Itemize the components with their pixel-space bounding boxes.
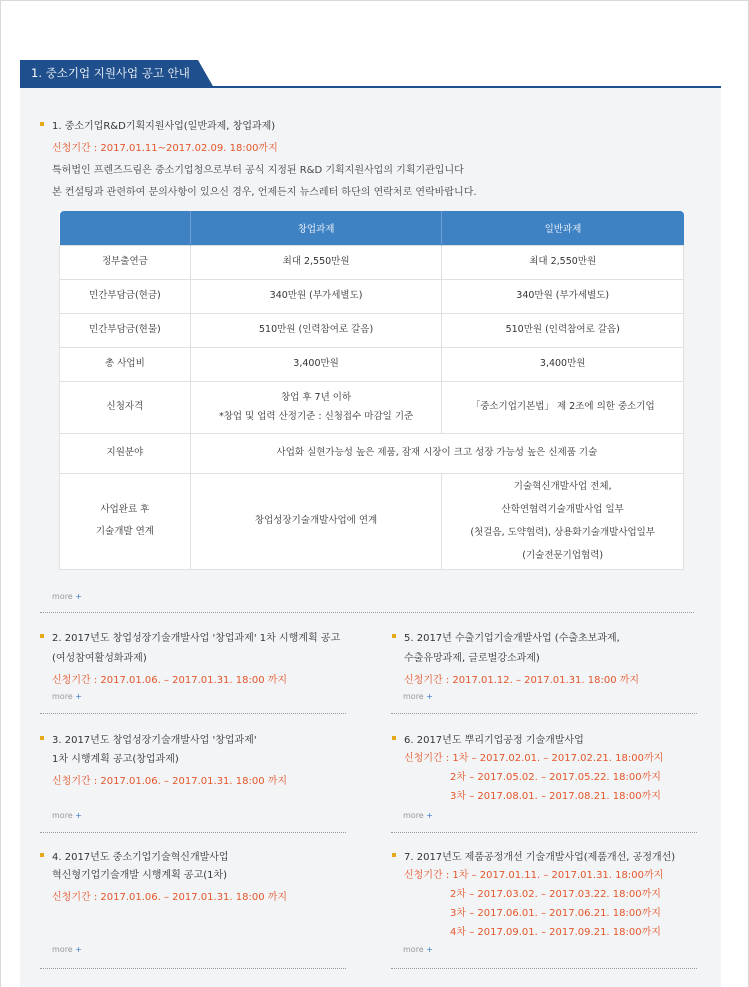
more-link[interactable]: more + [52, 592, 82, 601]
qualification-line-2: *창업 및 업력 산정기준 : 신청접수 마감일 기준 [218, 411, 414, 422]
bullet-icon [392, 634, 396, 638]
item-5-title[interactable]: 5. 2017년 수출기업기술개발사업 (수출초보과제, [404, 633, 620, 644]
link-label-1: 사업완료 후 [100, 504, 150, 515]
table-row [60, 381, 684, 433]
table-header-cell: 창업과제 [190, 211, 442, 245]
table-cell: 3,400만원 [190, 347, 442, 381]
divider [40, 713, 346, 714]
table-header-row [60, 211, 684, 245]
row-label: 지원분야 [60, 433, 191, 473]
plus-icon: + [75, 592, 82, 601]
table-cell: 510만원 (인력참여로 갈음) [190, 313, 442, 347]
schedule-line: 4차 – 2017.09.01. – 2017.09.21. 18:00까지 [450, 927, 661, 938]
item-6-schedule [404, 749, 663, 806]
more-link[interactable]: more + [403, 692, 433, 701]
item-4-title-2: 혁신형기업기술개발 시행계획 공고(1차) [52, 870, 228, 881]
item-2-title[interactable]: 2. 2017년도 창업성장기술개발사업 '창업과제' 1차 시행계획 공고 [52, 633, 341, 644]
divider [40, 968, 346, 969]
plus-icon: + [426, 692, 433, 701]
table-row [60, 313, 684, 347]
featured-period: 신청기간 : 2017.01.11~2017.02.09. 18:00까지 [52, 143, 278, 154]
row-label: 정부출연금 [60, 245, 191, 279]
link-line-2: 산학연협력기술개발사업 일부 [501, 504, 624, 515]
table-row [60, 347, 684, 381]
table-cell: 사업화 실현가능성 높은 제품, 잠재 시장이 크고 성장 가능성 높은 신제품 기술 [190, 433, 683, 473]
item-5-period: 신청기간 : 2017.01.12. – 2017.01.31. 18:00 까지 [404, 675, 640, 686]
bullet-icon [40, 736, 44, 740]
more-link[interactable]: more + [52, 692, 82, 701]
table-cell: 「중소기업기본법」 제 2조에 의한 중소기업 [442, 381, 684, 433]
support-program-table [59, 211, 684, 570]
plus-icon: + [75, 945, 82, 954]
table-row [60, 473, 684, 569]
bullet-icon [392, 853, 396, 857]
row-label: 신청자격 [60, 381, 191, 433]
item-3-title[interactable]: 3. 2017년도 창업성장기술개발사업 '창업과제' [52, 735, 257, 746]
table-header-cell: 일반과제 [442, 211, 684, 245]
qualification-line-1: 창업 후 7년 이하 [280, 392, 352, 403]
link-line-3: (첫걸음, 도약협력), 상용화기술개발사업일부 [470, 527, 656, 538]
table-row [60, 433, 684, 473]
more-link[interactable]: more + [403, 945, 433, 954]
more-link[interactable]: more + [403, 811, 433, 820]
item-2-period: 신청기간 : 2017.01.06. – 2017.01.31. 18:00 까지 [52, 675, 288, 686]
item-7-title[interactable]: 7. 2017년도 제품공정개선 기술개발사업(제품개선, 공정개선) [404, 852, 676, 863]
divider [40, 612, 694, 613]
bullet-icon [40, 634, 44, 638]
table-cell: 340만원 (부가세별도) [190, 279, 442, 313]
schedule-line: 신청기간 : 1차 – 2017.01.11. – 2017.01.31. 18:00까지 [404, 870, 664, 881]
item-3-period: 신청기간 : 2017.01.06. – 2017.01.31. 18:00 까지 [52, 776, 288, 787]
table-cell: 최대 2,550만원 [442, 245, 684, 279]
item-6-title[interactable]: 6. 2017년도 뿌리기업공정 기술개발사업 [404, 735, 584, 746]
table-cell [190, 381, 442, 433]
link-label-2: 기술개발 연계 [95, 526, 154, 537]
item-4-period: 신청기간 : 2017.01.06. – 2017.01.31. 18:00 까지 [52, 892, 288, 903]
item-2-title-2: (여성참여활성화과제) [52, 653, 147, 664]
table-cell [442, 473, 684, 569]
bullet-icon [392, 736, 396, 740]
schedule-line: 신청기간 : 1차 – 2017.02.01. – 2017.02.21. 18:00까지 [404, 753, 664, 764]
divider [40, 832, 346, 833]
section-title: 1. 중소기업 지원사업 공고 안내 [20, 60, 198, 88]
divider [391, 713, 697, 714]
table-row [60, 279, 684, 313]
item-5-title-2: 수출유망과제, 글로벌강소과제) [404, 653, 540, 664]
table-row [60, 245, 684, 279]
divider [391, 832, 697, 833]
row-label: 총 사업비 [60, 347, 191, 381]
schedule-line: 3차 – 2017.06.01. – 2017.06.21. 18:00까지 [450, 908, 661, 919]
plus-icon: + [75, 692, 82, 701]
featured-title[interactable]: 1. 중소기업R&D기획지원사업(일반과제, 창업과제) [52, 121, 276, 132]
table-cell: 3,400만원 [442, 347, 684, 381]
more-link[interactable]: more + [52, 811, 82, 820]
schedule-line: 3차 – 2017.08.01. – 2017.08.21. 18:00까지 [450, 791, 661, 802]
divider [391, 968, 697, 969]
plus-icon: + [426, 945, 433, 954]
link-line-1: 기술혁신개발사업 전체, [513, 481, 612, 492]
table-cell: 510만원 (인력참여로 갈음) [442, 313, 684, 347]
more-link[interactable]: more + [52, 945, 82, 954]
item-7-schedule [404, 866, 663, 942]
row-label [60, 473, 191, 569]
item-4-title[interactable]: 4. 2017년도 중소기업기술혁신개발사업 [52, 852, 229, 863]
table-header-cell [60, 211, 191, 245]
table-cell: 창업성장기술개발사업에 연계 [190, 473, 442, 569]
bullet-icon [40, 122, 44, 126]
link-line-4: (기술전문기업협력) [522, 550, 604, 561]
featured-desc-2: 본 컨설팅과 관련하여 문의사항이 있으신 경우, 언제든지 뉴스레터 하단의 연락처로 연락바랍니다. [52, 187, 477, 198]
row-label: 민간부담금(현물) [60, 313, 191, 347]
bullet-icon [40, 853, 44, 857]
table-cell: 340만원 (부가세별도) [442, 279, 684, 313]
section-header [20, 60, 721, 88]
schedule-line: 2차 – 2017.05.02. – 2017.05.22. 18:00까지 [450, 772, 661, 783]
item-3-title-2: 1차 시행계획 공고(창업과제) [52, 754, 179, 765]
plus-icon: + [426, 811, 433, 820]
featured-desc-1: 특허법인 프렌즈드림은 중소기업청으로부터 공식 지정된 R&D 기획지원사업의 기획기관입니다 [52, 165, 464, 176]
plus-icon: + [75, 811, 82, 820]
schedule-line: 2차 – 2017.03.02. – 2017.03.22. 18:00까지 [450, 889, 661, 900]
row-label: 민간부담금(현금) [60, 279, 191, 313]
table-cell: 최대 2,550만원 [190, 245, 442, 279]
